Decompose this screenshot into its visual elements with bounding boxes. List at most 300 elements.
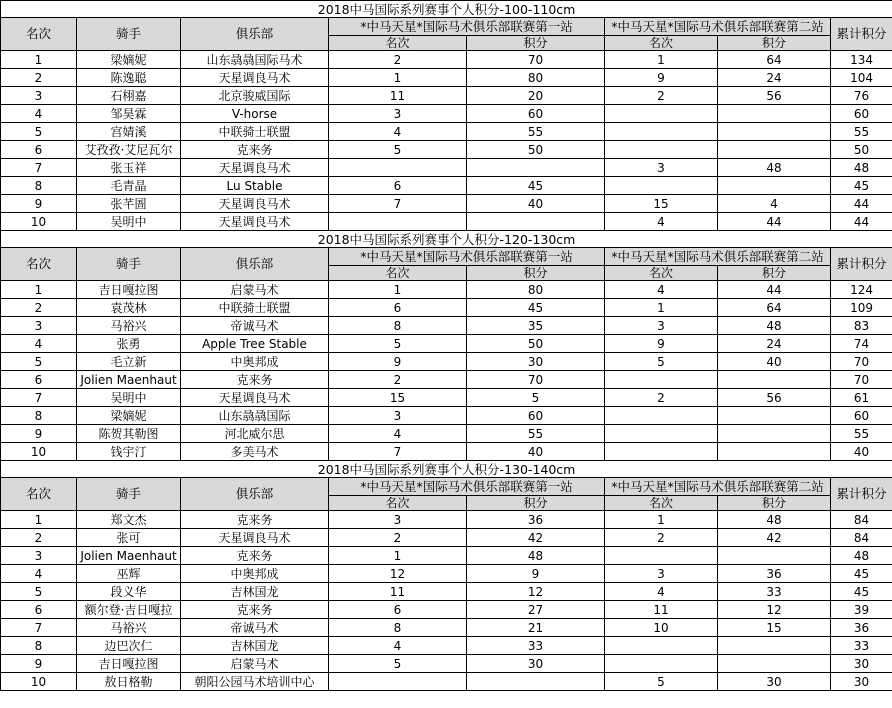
rider-cell: Jolien Maenhaut [77,547,181,565]
table-row [1,159,892,177]
rider-cell: 敖日格勒 [77,673,181,691]
club-cell: 天星调良马术 [181,159,329,177]
table-row [1,141,892,159]
rider-cell: 马裕兴 [77,619,181,637]
rider-cell: 吴明中 [77,389,181,407]
stage1-rank-cell [329,673,467,691]
rider-cell: 毛立新 [77,353,181,371]
club-cell: 北京骏威国际 [181,87,329,105]
section-title: 2018中马国际系列赛事个人积分-100-110cm [1,1,892,18]
stage2-points-cell: 12 [718,601,831,619]
stage1-points-cell: 55 [467,425,605,443]
stage2-rank-cell [605,105,718,123]
rank-cell: 4 [1,565,77,583]
rider-cell: 梁嫡妮 [77,51,181,69]
col-header-stage1: *中马天星*国际马术俱乐部联赛第一站 [329,248,605,266]
stage2-rank-cell: 1 [605,299,718,317]
section-title: 2018中马国际系列赛事个人积分-120-130cm [1,231,892,248]
rank-cell: 1 [1,511,77,529]
rider-cell: 吉日嘎拉图 [77,281,181,299]
table-row [1,637,892,655]
col-subheader-stage1-points: 积分 [467,36,605,51]
stage2-rank-cell: 10 [605,619,718,637]
stage2-rank-cell: 2 [605,87,718,105]
stage1-rank-cell: 4 [329,637,467,655]
table-row [1,619,892,637]
col-header-rider: 骑手 [77,478,181,511]
stage1-rank-cell: 2 [329,529,467,547]
stage2-points-cell: 48 [718,317,831,335]
table-row [1,299,892,317]
rank-cell: 3 [1,87,77,105]
stage1-rank-cell: 8 [329,317,467,335]
rank-cell: 10 [1,673,77,691]
section-2 [1,231,892,461]
col-subheader-stage2-points: 积分 [718,36,831,51]
stage1-points-cell: 70 [467,51,605,69]
total-points-cell: 45 [831,177,892,195]
table-row [1,335,892,353]
stage2-points-cell [718,371,831,389]
stage1-rank-cell: 3 [329,511,467,529]
stage1-rank-cell: 6 [329,299,467,317]
stage1-rank-cell: 6 [329,177,467,195]
stage2-rank-cell [605,547,718,565]
col-header-club: 俱乐部 [181,248,329,281]
total-points-cell: 33 [831,637,892,655]
stage2-rank-cell: 9 [605,335,718,353]
stage1-rank-cell [329,213,467,231]
stage1-rank-cell: 1 [329,281,467,299]
col-subheader-stage2-points: 积分 [718,266,831,281]
stage2-rank-cell: 9 [605,69,718,87]
stage2-points-cell [718,177,831,195]
stage2-rank-cell: 4 [605,281,718,299]
total-points-cell: 30 [831,655,892,673]
stage1-rank-cell: 1 [329,547,467,565]
table-row [1,51,892,69]
stage2-points-cell [718,425,831,443]
col-header-rider: 骑手 [77,248,181,281]
rider-cell: 张勇 [77,335,181,353]
stage1-rank-cell: 15 [329,389,467,407]
total-points-cell: 40 [831,443,892,461]
stage2-rank-cell: 2 [605,529,718,547]
stage1-points-cell: 35 [467,317,605,335]
col-header-total: 累计积分 [831,248,892,281]
col-subheader-stage1-rank: 名次 [329,496,467,511]
total-points-cell: 61 [831,389,892,407]
total-points-cell: 39 [831,601,892,619]
col-header-stage2: *中马天星*国际马术俱乐部联赛第二站 [605,18,831,36]
stage1-rank-cell: 1 [329,69,467,87]
stage1-rank-cell: 4 [329,425,467,443]
stage1-rank-cell: 7 [329,195,467,213]
club-cell: 帝诚马术 [181,619,329,637]
col-subheader-stage1-rank: 名次 [329,266,467,281]
stage2-rank-cell: 5 [605,353,718,371]
table-row [1,407,892,425]
stage2-points-cell: 30 [718,673,831,691]
rider-cell: 袁茂林 [77,299,181,317]
rank-cell: 10 [1,443,77,461]
rank-cell: 5 [1,123,77,141]
rank-cell: 2 [1,529,77,547]
stage1-points-cell: 21 [467,619,605,637]
table-row [1,565,892,583]
rank-cell: 7 [1,159,77,177]
stage2-points-cell [718,443,831,461]
stage2-points-cell [718,655,831,673]
stage1-rank-cell: 3 [329,105,467,123]
stage2-rank-cell [605,123,718,141]
total-points-cell: 45 [831,565,892,583]
rank-cell: 4 [1,105,77,123]
total-points-cell: 84 [831,529,892,547]
rider-cell: 吉日嘎拉图 [77,655,181,673]
stage2-points-cell: 24 [718,69,831,87]
stage1-points-cell: 55 [467,123,605,141]
total-points-cell: 55 [831,123,892,141]
total-points-cell: 76 [831,87,892,105]
rank-cell: 9 [1,655,77,673]
col-header-rider: 骑手 [77,18,181,51]
stage2-rank-cell: 15 [605,195,718,213]
stage2-rank-cell: 1 [605,51,718,69]
club-cell: 朝阳公园马术培训中心 [181,673,329,691]
stage1-points-cell: 40 [467,195,605,213]
rider-cell: 额尔登·吉日嘎拉 [77,601,181,619]
rank-cell: 5 [1,583,77,601]
stage2-points-cell [718,105,831,123]
stage2-rank-cell: 4 [605,583,718,601]
stage1-rank-cell: 5 [329,141,467,159]
col-header-club: 俱乐部 [181,18,329,51]
stage1-rank-cell: 11 [329,87,467,105]
stage1-points-cell [467,213,605,231]
stage2-points-cell: 15 [718,619,831,637]
stage2-rank-cell [605,655,718,673]
table-row [1,317,892,335]
rank-cell: 3 [1,317,77,335]
stage1-points-cell: 36 [467,511,605,529]
stage2-rank-cell: 3 [605,159,718,177]
rank-cell: 10 [1,213,77,231]
stage2-points-cell: 48 [718,159,831,177]
stage1-points-cell: 60 [467,105,605,123]
stage1-points-cell: 40 [467,443,605,461]
table-row [1,177,892,195]
stage2-rank-cell [605,141,718,159]
rider-cell: 毛青晶 [77,177,181,195]
club-cell: 山东骉骉国际 [181,407,329,425]
col-header-stage2: *中马天星*国际马术俱乐部联赛第二站 [605,478,831,496]
total-points-cell: 74 [831,335,892,353]
stage2-rank-cell: 11 [605,601,718,619]
table-row [1,655,892,673]
stage2-points-cell: 44 [718,281,831,299]
stage1-points-cell: 20 [467,87,605,105]
stage2-points-cell: 64 [718,51,831,69]
total-points-cell: 44 [831,195,892,213]
club-cell: 天星调良马术 [181,529,329,547]
club-cell: 克来务 [181,371,329,389]
stage1-rank-cell: 5 [329,655,467,673]
rider-cell: 钱宇汀 [77,443,181,461]
table-row [1,195,892,213]
rider-cell: 梁嫡妮 [77,407,181,425]
table-row [1,389,892,407]
stage2-rank-cell: 5 [605,673,718,691]
stage2-points-cell: 44 [718,213,831,231]
stage2-rank-cell [605,407,718,425]
rider-cell: 马裕兴 [77,317,181,335]
club-cell: 中联骑士联盟 [181,299,329,317]
club-cell: 中联骑士联盟 [181,123,329,141]
col-header-rank: 名次 [1,248,77,281]
rank-cell: 7 [1,389,77,407]
section-1 [1,1,892,231]
total-points-cell: 70 [831,353,892,371]
rank-cell: 6 [1,601,77,619]
stage1-points-cell: 42 [467,529,605,547]
stage2-rank-cell: 2 [605,389,718,407]
stage1-points-cell: 48 [467,547,605,565]
rider-cell: Jolien Maenhaut [77,371,181,389]
club-cell: 克来务 [181,141,329,159]
stage1-points-cell: 30 [467,353,605,371]
rider-cell: 陈逸聪 [77,69,181,87]
stage1-points-cell: 50 [467,335,605,353]
stage2-points-cell: 36 [718,565,831,583]
rank-cell: 2 [1,299,77,317]
table-row [1,601,892,619]
club-cell: 山东骉骉国际马术 [181,51,329,69]
rank-cell: 7 [1,619,77,637]
stage2-points-cell: 48 [718,511,831,529]
stage2-rank-cell: 3 [605,317,718,335]
col-header-total: 累计积分 [831,478,892,511]
rank-cell: 6 [1,371,77,389]
club-cell: 天星调良马术 [181,69,329,87]
table-row [1,123,892,141]
stage2-points-cell: 42 [718,529,831,547]
table-row [1,443,892,461]
club-cell: 克来务 [181,547,329,565]
table-row [1,547,892,565]
total-points-cell: 36 [831,619,892,637]
rider-cell: 石栩嘉 [77,87,181,105]
rider-cell: 吴明中 [77,213,181,231]
stage1-rank-cell: 6 [329,601,467,619]
total-points-cell: 104 [831,69,892,87]
stage1-rank-cell: 8 [329,619,467,637]
club-cell: 天星调良马术 [181,213,329,231]
club-cell: 帝诚马术 [181,317,329,335]
table-row [1,371,892,389]
stage2-points-cell: 40 [718,353,831,371]
club-cell: 河北威尔思 [181,425,329,443]
stage1-points-cell [467,159,605,177]
stage2-rank-cell: 1 [605,511,718,529]
stage2-points-cell [718,407,831,425]
club-cell: 吉林国龙 [181,637,329,655]
stage1-rank-cell: 7 [329,443,467,461]
total-points-cell: 83 [831,317,892,335]
stage1-rank-cell: 2 [329,51,467,69]
section-title: 2018中马国际系列赛事个人积分-130-140cm [1,461,892,478]
club-cell: 克来务 [181,511,329,529]
club-cell: Lu Stable [181,177,329,195]
total-points-cell: 55 [831,425,892,443]
total-points-cell: 50 [831,141,892,159]
total-points-cell: 44 [831,213,892,231]
table-row [1,353,892,371]
rank-cell: 4 [1,335,77,353]
rider-cell: 巫辉 [77,565,181,583]
table-row [1,425,892,443]
stage2-points-cell [718,547,831,565]
col-subheader-stage1-rank: 名次 [329,36,467,51]
stage2-rank-cell [605,443,718,461]
rank-cell: 8 [1,407,77,425]
rider-cell: 陈贺其勒图 [77,425,181,443]
rank-cell: 8 [1,637,77,655]
stage2-points-cell: 4 [718,195,831,213]
club-cell: 多美马术 [181,443,329,461]
stage1-rank-cell: 4 [329,123,467,141]
total-points-cell: 84 [831,511,892,529]
stage2-rank-cell [605,637,718,655]
stage1-points-cell: 50 [467,141,605,159]
club-cell: Apple Tree Stable [181,335,329,353]
total-points-cell: 48 [831,159,892,177]
stage1-rank-cell [329,159,467,177]
rank-cell: 3 [1,547,77,565]
stage2-points-cell: 24 [718,335,831,353]
stage1-points-cell: 30 [467,655,605,673]
col-header-rank: 名次 [1,18,77,51]
stage2-rank-cell: 4 [605,213,718,231]
total-points-cell: 60 [831,407,892,425]
rank-cell: 8 [1,177,77,195]
stage2-points-cell [718,123,831,141]
rank-cell: 5 [1,353,77,371]
col-header-stage1: *中马天星*国际马术俱乐部联赛第一站 [329,18,605,36]
rider-cell: 边巴次仁 [77,637,181,655]
total-points-cell: 45 [831,583,892,601]
total-points-cell: 124 [831,281,892,299]
rank-cell: 6 [1,141,77,159]
stage2-points-cell [718,637,831,655]
table-row [1,281,892,299]
stage2-rank-cell [605,177,718,195]
col-header-rank: 名次 [1,478,77,511]
club-cell: 天星调良马术 [181,389,329,407]
stage2-rank-cell [605,425,718,443]
club-cell: 中奥邦成 [181,353,329,371]
total-points-cell: 134 [831,51,892,69]
stage1-rank-cell: 2 [329,371,467,389]
col-subheader-stage1-points: 积分 [467,496,605,511]
club-cell: 克来务 [181,601,329,619]
stage1-points-cell: 60 [467,407,605,425]
table-row [1,583,892,601]
total-points-cell: 30 [831,673,892,691]
stage1-rank-cell: 5 [329,335,467,353]
club-cell: 吉林国龙 [181,583,329,601]
club-cell: 天星调良马术 [181,195,329,213]
stage1-points-cell: 5 [467,389,605,407]
total-points-cell: 70 [831,371,892,389]
stage1-rank-cell: 3 [329,407,467,425]
total-points-cell: 48 [831,547,892,565]
rider-cell: 张可 [77,529,181,547]
stage1-rank-cell: 11 [329,583,467,601]
stage1-points-cell: 45 [467,177,605,195]
stage1-points-cell [467,673,605,691]
table-row [1,511,892,529]
col-subheader-stage2-rank: 名次 [605,36,718,51]
stage2-points-cell: 56 [718,87,831,105]
total-points-cell: 109 [831,299,892,317]
rider-cell: 张玉祥 [77,159,181,177]
rider-cell: 艾孜孜·艾尼瓦尔 [77,141,181,159]
table-row [1,87,892,105]
rider-cell: 郑文杰 [77,511,181,529]
stage1-points-cell: 12 [467,583,605,601]
col-header-stage1: *中马天星*国际马术俱乐部联赛第一站 [329,478,605,496]
stage1-points-cell: 45 [467,299,605,317]
stage2-points-cell: 64 [718,299,831,317]
table-row [1,529,892,547]
col-subheader-stage2-rank: 名次 [605,496,718,511]
stage1-rank-cell: 12 [329,565,467,583]
club-cell: 中奥邦成 [181,565,329,583]
stage1-points-cell: 70 [467,371,605,389]
club-cell: 启蒙马术 [181,655,329,673]
table-row [1,69,892,87]
total-points-cell: 60 [831,105,892,123]
rank-cell: 1 [1,51,77,69]
rank-cell: 9 [1,425,77,443]
rider-cell: 张芊圄 [77,195,181,213]
rank-cell: 2 [1,69,77,87]
rider-cell: 宫婧溪 [77,123,181,141]
table-row [1,213,892,231]
table-row [1,105,892,123]
stage1-points-cell: 27 [467,601,605,619]
stage1-rank-cell: 9 [329,353,467,371]
rider-cell: 邹昊霖 [77,105,181,123]
col-header-stage2: *中马天星*国际马术俱乐部联赛第二站 [605,248,831,266]
rank-cell: 9 [1,195,77,213]
rider-cell: 段义华 [77,583,181,601]
table-row [1,673,892,691]
col-subheader-stage2-rank: 名次 [605,266,718,281]
stage2-points-cell: 56 [718,389,831,407]
stage2-rank-cell [605,371,718,389]
col-header-total: 累计积分 [831,18,892,51]
col-header-club: 俱乐部 [181,478,329,511]
club-cell: V-horse [181,105,329,123]
rank-cell: 1 [1,281,77,299]
section-3 [1,461,892,691]
stage1-points-cell: 80 [467,69,605,87]
stage2-points-cell [718,141,831,159]
stage1-points-cell: 9 [467,565,605,583]
stage2-points-cell: 33 [718,583,831,601]
